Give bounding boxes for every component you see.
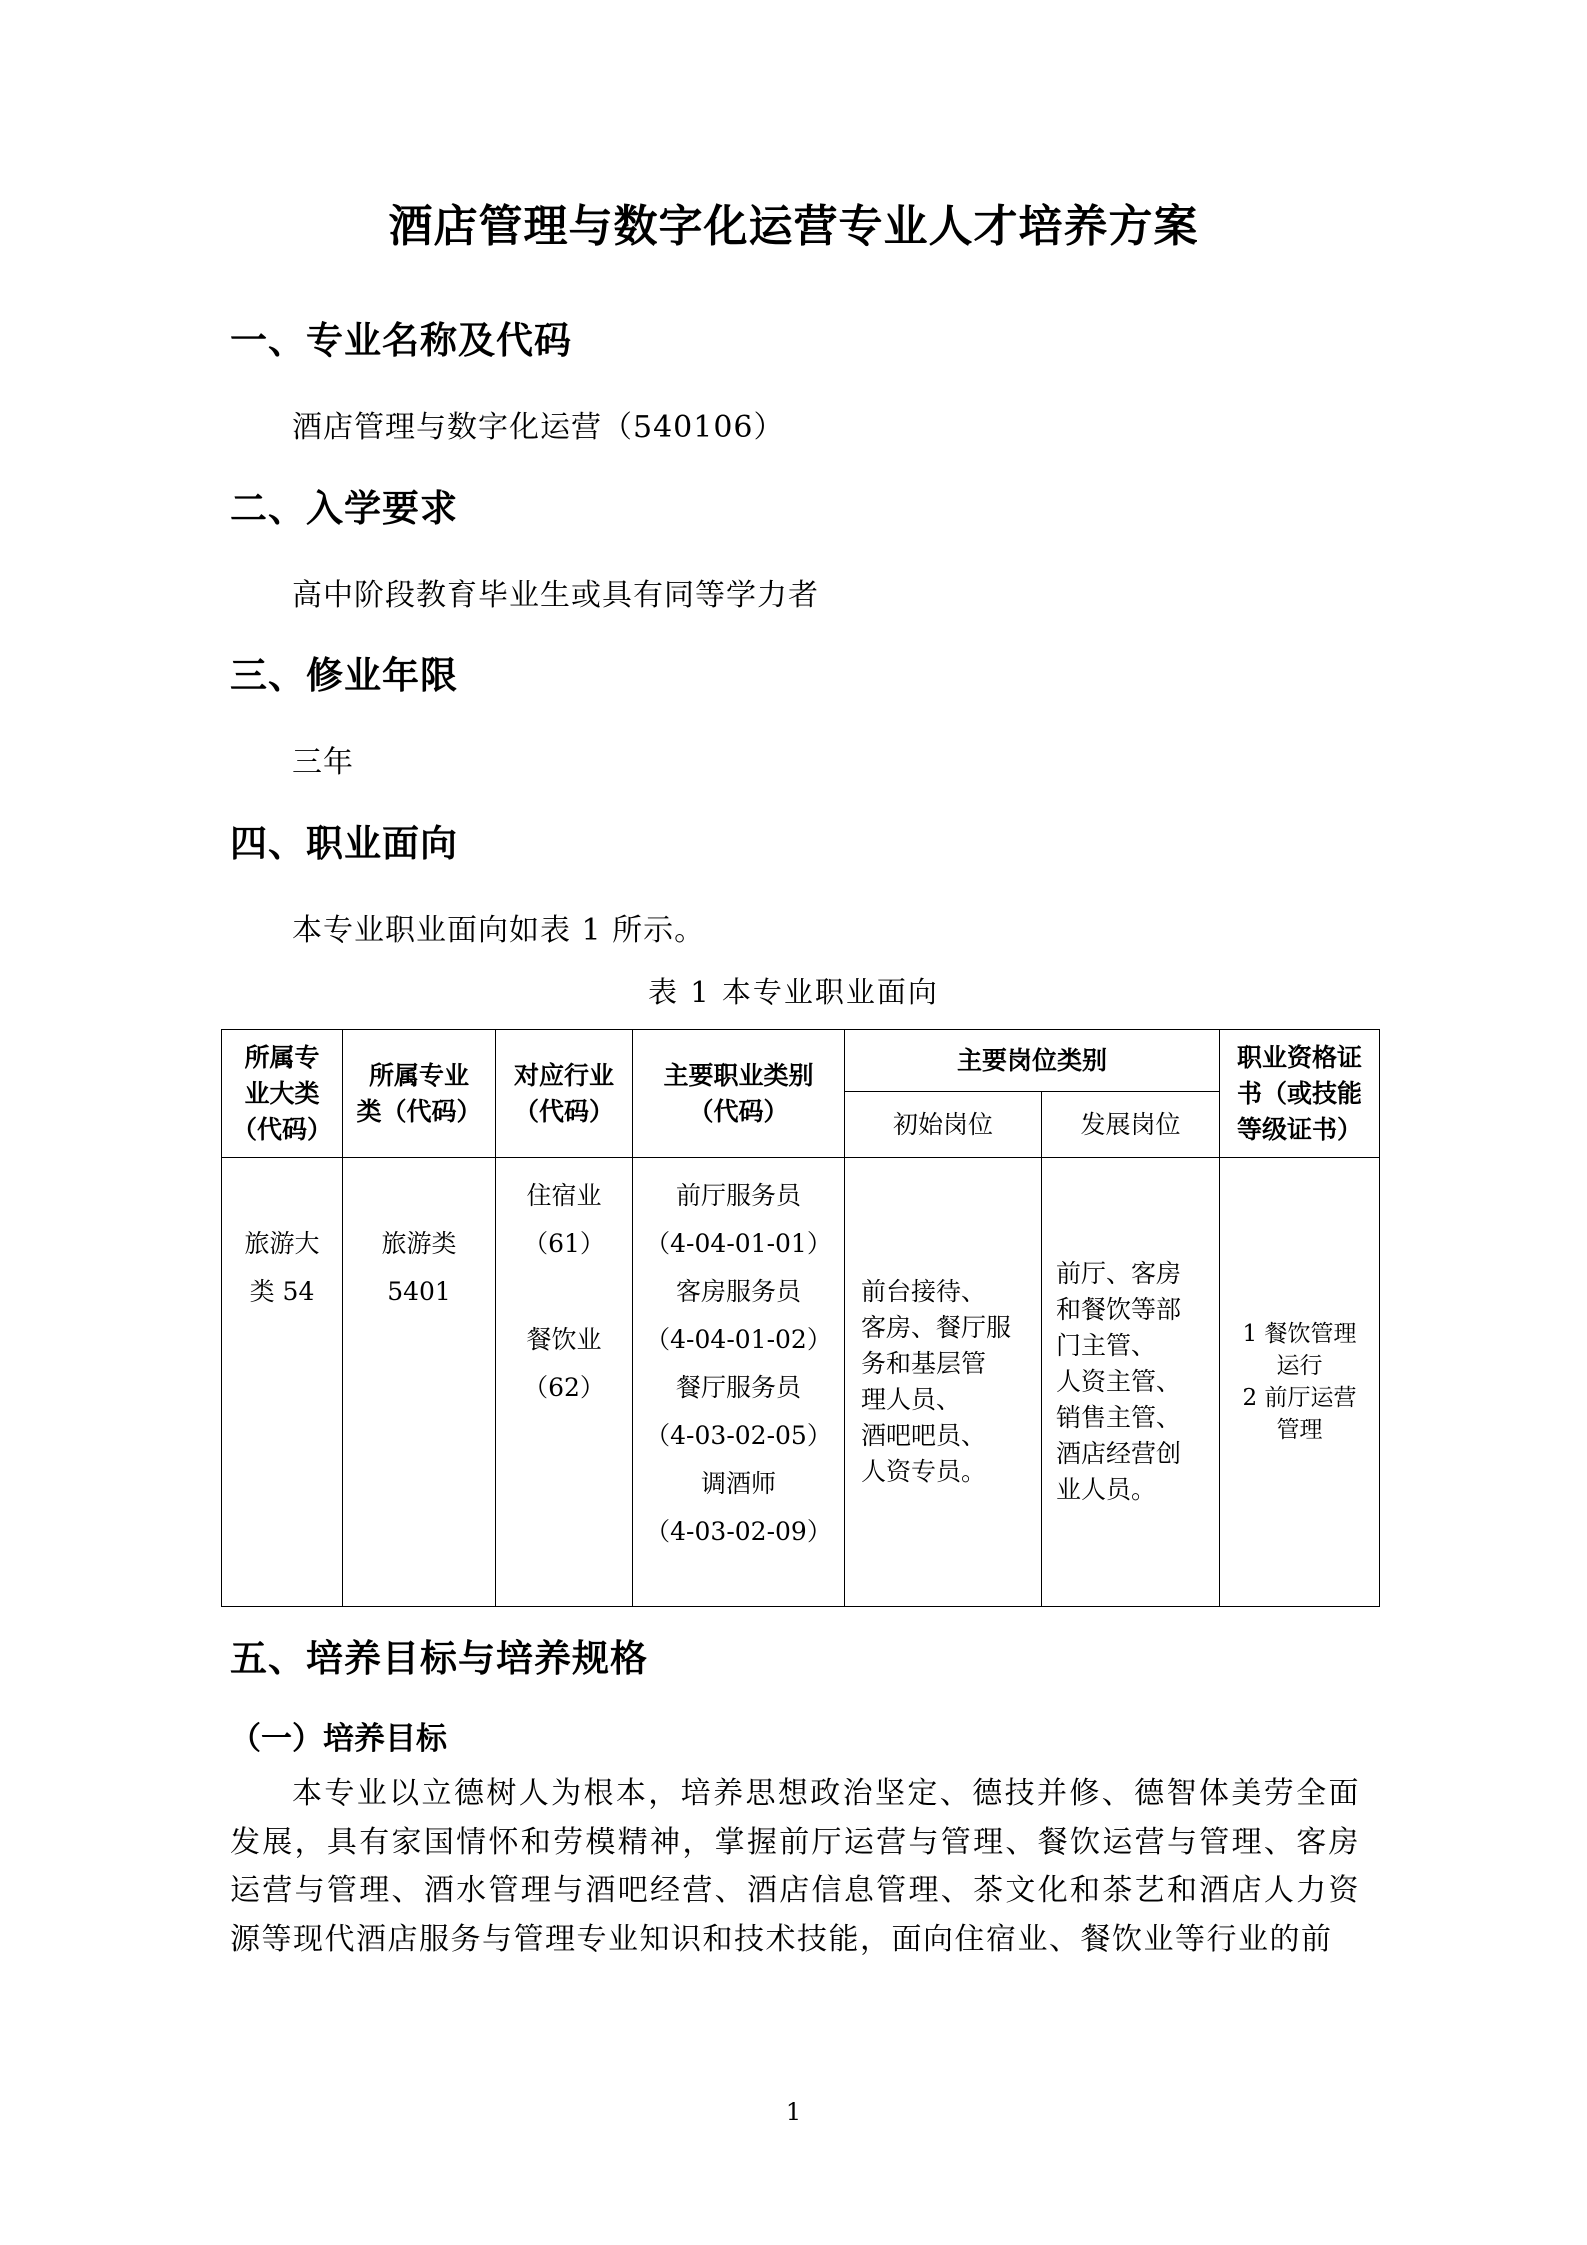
cell-class: 旅游类 5401 xyxy=(343,1158,496,1607)
subsection-heading: （一）培养目标 xyxy=(230,1721,447,1757)
section-text-2: 高中阶段教育毕业生或具有同等学力者 xyxy=(292,578,819,613)
section-heading-1: 一、专业名称及代码 xyxy=(230,319,572,362)
table-header-row xyxy=(222,1030,1380,1092)
header-industry: 对应行业 （代码） xyxy=(496,1030,633,1158)
occupation-table xyxy=(221,1029,1380,1607)
cell-certificates: 1 餐饮管理 运行 2 前厅运营 管理 xyxy=(1220,1158,1380,1607)
page-number: 1 xyxy=(785,2098,802,2126)
header-development-post: 发展岗位 xyxy=(1042,1092,1220,1158)
section-heading-4: 四、职业面向 xyxy=(230,822,458,865)
section-heading-5: 五、培养目标与培养规格 xyxy=(230,1637,648,1680)
cell-development-posts: 前厅、客房 和餐饮等部 门主管、 人资主管、 销售主管、 酒店经营创 业人员。 xyxy=(1042,1158,1220,1607)
section-text-3: 三年 xyxy=(292,745,354,780)
header-initial-post: 初始岗位 xyxy=(845,1092,1042,1158)
section-text-1: 酒店管理与数字化运营（540106） xyxy=(292,410,785,445)
cell-initial-posts: 前台接待、 客房、餐厅服 务和基层管 理人员、 酒吧吧员、 人资专员。 xyxy=(845,1158,1042,1607)
cell-category: 旅游大 类 54 xyxy=(222,1158,343,1607)
document-title: 酒店管理与数字化运营专业人才培养方案 xyxy=(388,201,1199,252)
section-heading-3: 三、修业年限 xyxy=(230,654,458,697)
section-text-4: 本专业职业面向如表 1 所示。 xyxy=(292,913,706,948)
cell-industry: 住宿业 （61） 餐饮业 （62） xyxy=(496,1158,633,1607)
header-class: 所属专业 类（代码） xyxy=(343,1030,496,1158)
header-occupation: 主要职业类别 （代码） xyxy=(633,1030,845,1158)
section-heading-2: 二、入学要求 xyxy=(230,487,458,530)
table-row xyxy=(222,1158,1380,1607)
cell-occupations: 前厅服务员 （4-04-01-01） 客房服务员 （4-04-01-02） 餐厅服务员 （4-03-02-05） 调酒师 （4-03-02-09） xyxy=(633,1158,845,1607)
header-post-group: 主要岗位类别 xyxy=(845,1030,1220,1092)
header-certificate: 职业资格证 书（或技能 等级证书） xyxy=(1220,1030,1380,1158)
header-category: 所属专 业大类 （代码） xyxy=(222,1030,343,1158)
table-caption: 表 1 本专业职业面向 xyxy=(648,975,939,1009)
goal-paragraph: 本专业以立德树人为根本，培养思想政治坚定、德技并修、德智体美劳全面发展，具有家国情怀和劳模精神，掌握前厅运营与管理、餐饮运营与管理、客房运营与管理、酒水管理与酒吧经营、酒店信息管理、茶文化和茶艺和酒店人力资源等现代酒店服务与管理专业知识和技术技能，面向住宿业、餐饮业等行业的前 xyxy=(230,1776,1360,1957)
